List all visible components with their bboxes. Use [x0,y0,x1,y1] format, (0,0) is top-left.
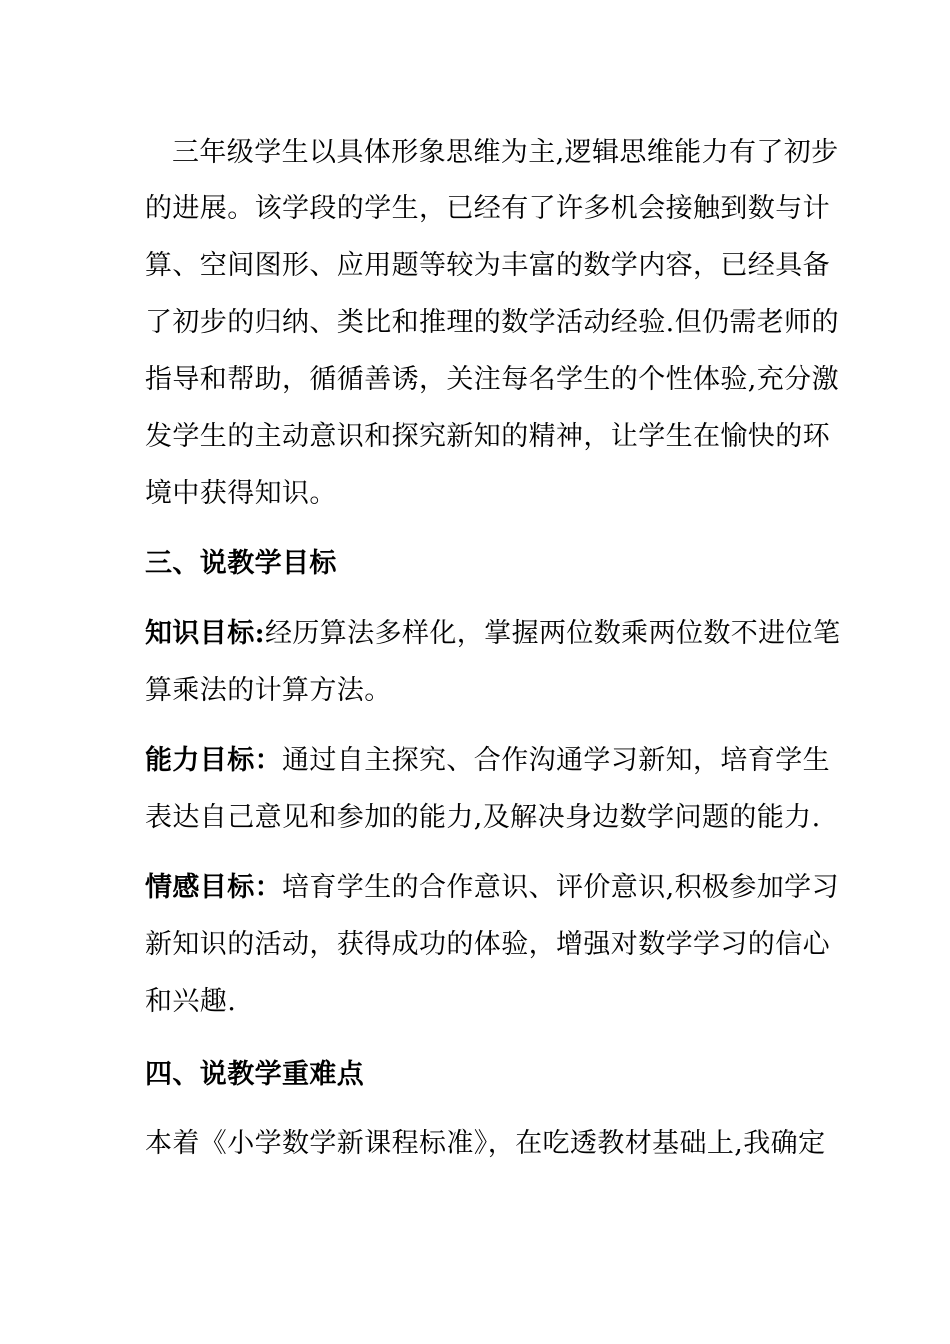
knowledge-goal-line [145,617,841,651]
emotion-goal-line [145,871,839,905]
intro-paragraph-line: 境中获得知识。 [145,478,337,509]
ability-goal-text: 通过自主探究、合作沟通学习新知，培育学生 [282,745,830,776]
intro-paragraph-line: 三年级学生以具体形象思维为主,逻辑思维能力有了初步 [172,137,839,168]
intro-paragraph-line: 了初步的归纳、类比和推理的数学活动经验.但仍需老师的 [145,307,839,338]
emotion-goal-label: 情感目标： [145,872,282,903]
keypoints-paragraph-line: 本着《小学数学新课程标准》，在吃透教材基础上,我确定 [145,1128,826,1159]
ability-goal-line: 表达自己意见和参加的能力,及解决身边数学问题的能力. [145,802,821,833]
knowledge-goal-label: 知识目标: [145,618,265,649]
intro-paragraph-line: 发学生的主动意识和探究新知的精神，让学生在愉快的环 [145,421,830,452]
knowledge-goal-text: 经历算法多样化，掌握两位数乘两位数不进位笔 [264,618,841,649]
intro-paragraph-line: 指导和帮助，循循善诱，关注每名学生的个性体验,充分激 [145,364,839,395]
intro-paragraph-line: 的进展。该学段的学生，已经有了许多机会接触到数与计 [145,193,830,224]
section-heading-teaching-goals: 三、说教学目标 [145,548,337,579]
knowledge-goal-line: 算乘法的计算方法。 [145,675,392,706]
intro-paragraph-line: 算、空间图形、应用题等较为丰富的数学内容，已经具备 [145,250,830,281]
emotion-goal-line: 和兴趣. [145,986,237,1017]
section-heading-key-difficult-points: 四、说教学重难点 [145,1059,365,1090]
ability-goal-line [145,744,830,778]
ability-goal-label: 能力目标： [145,745,282,776]
emotion-goal-line: 新知识的活动，获得成功的体验，增强对数学学习的信心 [145,929,830,960]
emotion-goal-text: 培育学生的合作意识、评价意识,积极参加学习 [282,872,839,903]
